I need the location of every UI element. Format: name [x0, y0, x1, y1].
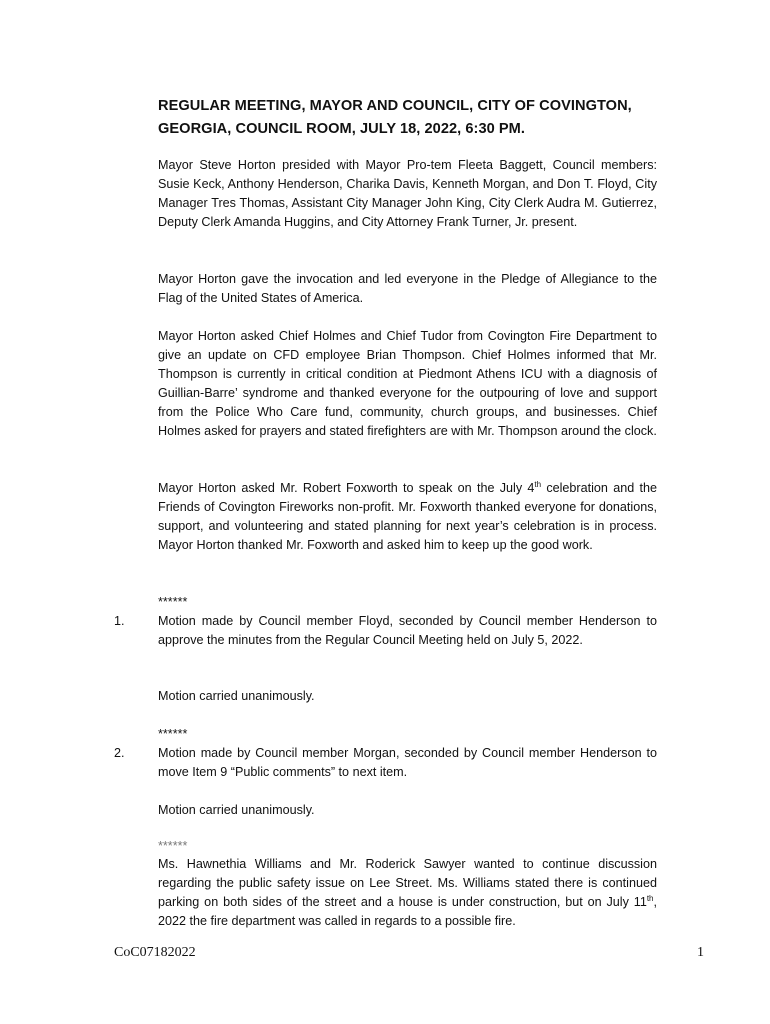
item-2-number: 2. — [114, 746, 125, 760]
fireworks-text-end: celebration and the Friends of Covington Fireworks non-profit. Mr. Foxworth thanked everyone for donations, support, and volunteering and stated planning for next year’s celebration is in process. Mayor Horton thanked Mr. Foxworth and asked him to keep up the good work. — [158, 481, 657, 552]
public-comment-paragraph — [158, 855, 657, 931]
item-2-motion: Motion made by Council member Morgan, seconded by Council member Henderson to move Item 9 “Public comments” to next item. — [158, 746, 657, 779]
document-title: REGULAR MEETING, MAYOR AND COUNCIL, CITY OF COVINGTON, GEORGIA, COUNCIL ROOM, JULY 18, 2022, 6:30 PM. — [158, 98, 632, 137]
cfd-update-paragraph: Mayor Horton asked Chief Holmes and Chief Tudor from Covington Fire Department to give an update on CFD employee Brian Thompson. Chief Holmes informed that Mr. Thompson is currently in critical condition at Piedmont Athens ICU with a diagnosis of Guillian-Barre’ syndrome and thanked everyone for the outpouring of love and support from the Police Who Care fund, community, church groups, and businesses. Chief Holmes asked for prayers and stated firefighters are with Mr. Thompson around the clock. — [158, 329, 657, 438]
footer-page-number: 1 — [697, 945, 704, 960]
invocation-paragraph: Mayor Horton gave the invocation and led everyone in the Pledge of Allegiance to the Flag of the United States of America. — [158, 272, 657, 305]
footer-document-code: CoC07182022 — [114, 945, 196, 960]
fireworks-superscript: th — [534, 479, 542, 489]
attendance-paragraph: Mayor Steve Horton presided with Mayor Pro-tem Fleeta Baggett, Council members: Susie Keck, Anthony Henderson, Charika Davis, Kenneth Morgan, and Don T. Floyd, City Manager Tres Thomas, Assistant City Manager John King, City Clerk Audra M. Gutierrez, Deputy Clerk Amanda Huggins, and City Attorney Frank Turner, Jr. present. — [158, 158, 657, 229]
separator-1: ****** — [158, 595, 188, 609]
item-1-result: Motion carried unanimously. — [158, 689, 315, 703]
separator-2: ****** — [158, 727, 188, 741]
item-1-motion: Motion made by Council member Floyd, seconded by Council member Henderson to approve the minutes from the Regular Council Meeting held on July 5, 2022. — [158, 614, 657, 647]
fireworks-text-start: Mayor Horton asked Mr. Robert Foxworth to speak on the July 4 — [158, 481, 535, 495]
fireworks-paragraph — [158, 479, 657, 555]
item-2-result: Motion carried unanimously. — [158, 803, 315, 817]
item-1-number: 1. — [114, 614, 125, 628]
public-comment-text-end: , 2022 the fire department was called in regards to a possible fire. — [158, 895, 657, 928]
public-comment-text-start: Ms. Hawnethia Williams and Mr. Roderick Sawyer wanted to continue discussion regarding the public safety issue on Lee Street. Ms. Williams stated there is continued parking on both sides of the street and a house is under construction, but on July 11 — [158, 857, 657, 909]
separator-3: ****** — [158, 839, 188, 853]
public-comment-superscript: th — [646, 893, 654, 903]
